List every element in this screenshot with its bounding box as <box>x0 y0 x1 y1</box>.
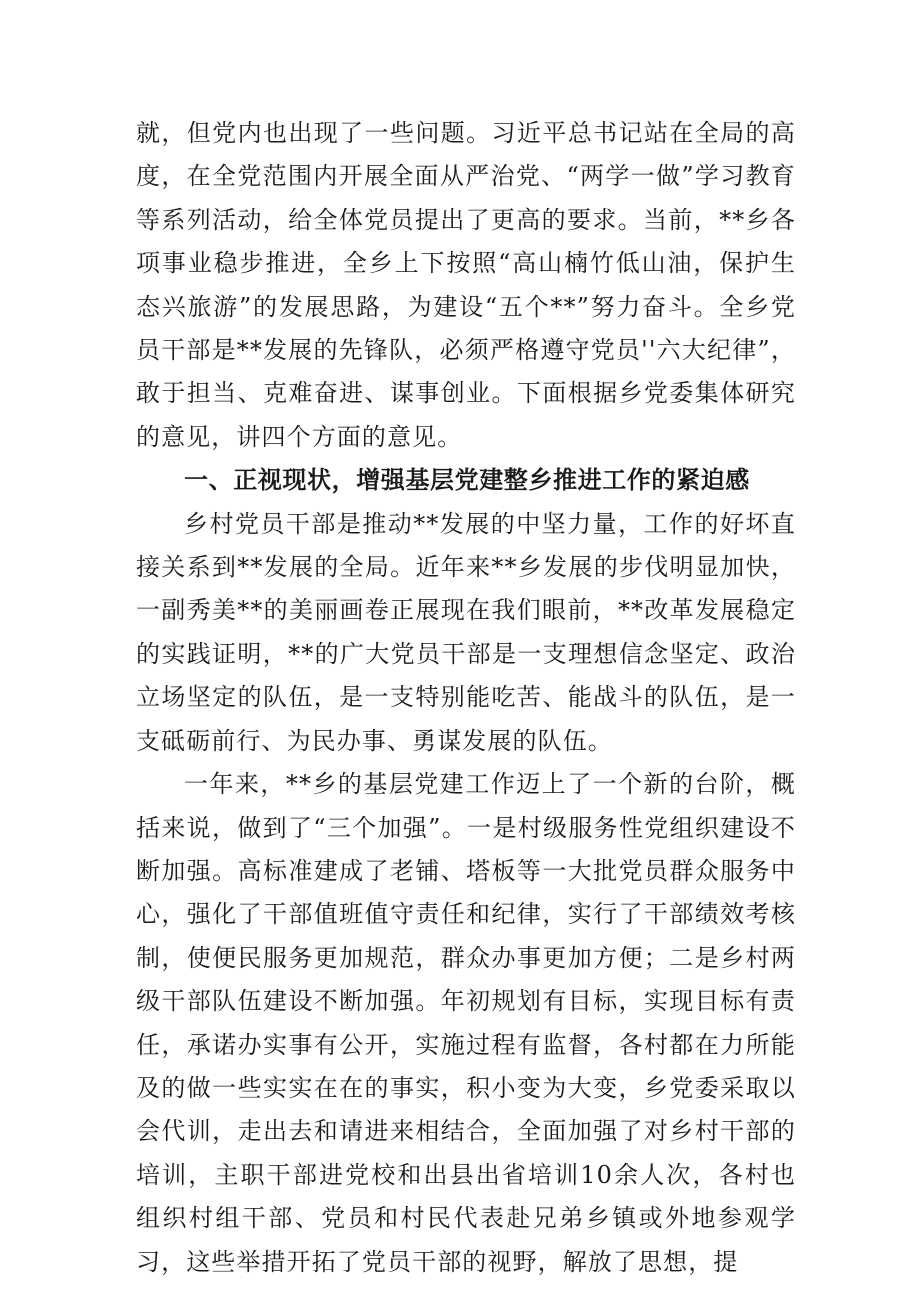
paragraph-continued-intro: 就，但党内也出现了一些问题。习近平总书记站在全局的高度，在全党范围内开展全面从严治党、“两学一做”学习教育等系列活动，给全体党员提出了更高的要求。当前，**乡各项事业稳步推进，全乡上下按照“高山楠竹低山油，保护生态兴旅游”的发展思路，为建设“五个**”努力奋斗。全乡党员干部是**发展的先锋队，必须严格遵守党员''六大纪律”，敢于担当、克难奋进、谋事创业。下面根据乡党委集体研究的意见，讲四个方面的意见。 <box>136 119 796 451</box>
paragraph-year-review: 一年来，**乡的基层党建工作迈上了一个新的台阶，概括来说，做到了“三个加强”。一是村级服务性党组织建设不断加强。高标准建成了老铺、塔板等一大批党员群众服务中心，强化了干部值班值守责任和纪律，实行了干部绩效考核制，使便民服务更加规范，群众办事更加方便；二是乡村两级干部队伍建设不断加强。年初规划有目标，实现目标有责任，承诺办实事有公开，实施过程有监督，各村都在力所能及的做一些实实在在的事实，积小变为大变，乡党委采取以会代训，走出去和请进来相结合，全面加强了对乡村干部的培训，主职干部进党校和出县出省培训10余人次，各村也组织村组干部、党员和村民代表赴兄弟乡镇或外地参观学习，这些举措开拓了党员干部的视野，解放了思想，提 <box>136 770 796 1276</box>
section-heading-1: 一、正视现状，增强基层党建整乡推进工作的紧迫感 <box>184 466 750 495</box>
document-body <box>136 112 796 1284</box>
paragraph-cadre-strength: 乡村党员干部是推动**发展的中坚力量，工作的好坏直接关系到**发展的全局。近年来**乡发展的步伐明显加快，一副秀美**的美丽画卷正展现在我们眼前，**改革发展稳定的实践证明，**的广大党员干部是一支理想信念坚定、政治立场坚定的队伍，是一支特别能吃苦、能战斗的队伍，是一支砥砺前行、为民办事、勇谋发展的队伍。 <box>136 509 796 755</box>
